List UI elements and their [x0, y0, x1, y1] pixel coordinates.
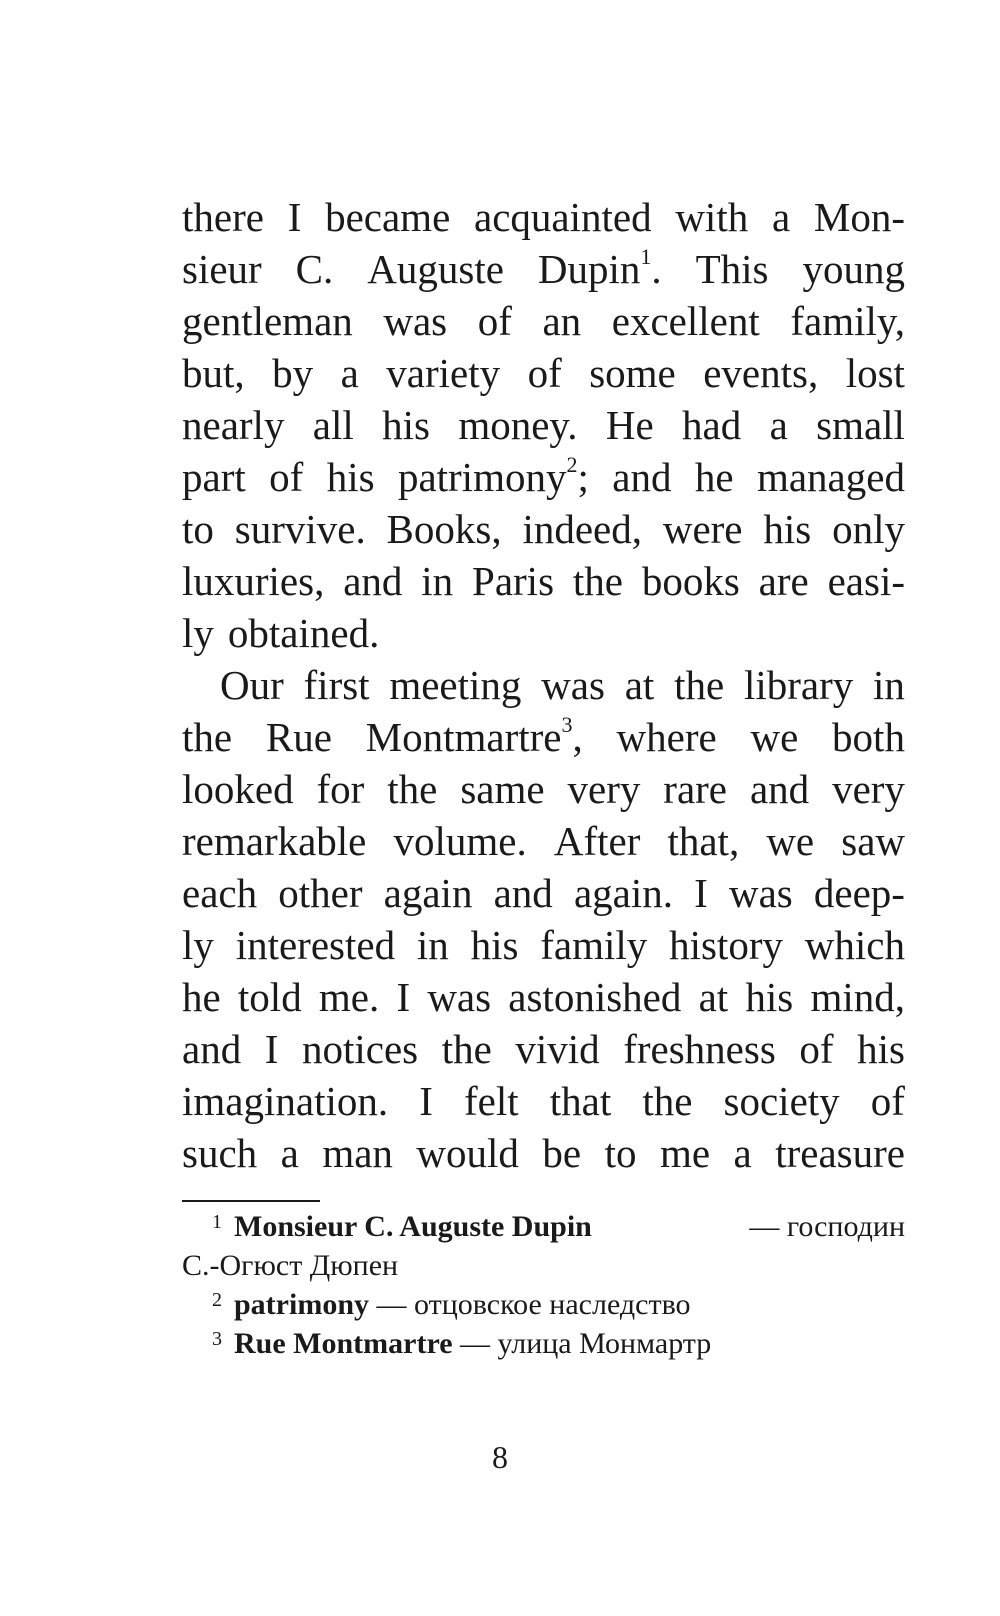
word: his [326, 454, 375, 500]
word: to [604, 1130, 637, 1176]
text-line [182, 555, 905, 607]
word: me [659, 1130, 711, 1176]
word: the [441, 1026, 492, 1072]
word: all [312, 402, 354, 448]
text-line [182, 607, 905, 659]
word: where [616, 714, 717, 760]
word: ly [182, 922, 214, 968]
text-line [182, 191, 905, 243]
word: with [675, 194, 749, 240]
word: and [182, 1026, 242, 1072]
word: and [749, 766, 810, 812]
text-line [182, 243, 905, 295]
word: an [542, 298, 582, 344]
word: saw [841, 818, 905, 864]
word: gentleman [182, 298, 353, 344]
word: of [799, 1026, 834, 1072]
text-line [182, 399, 905, 451]
word: survive. [234, 506, 366, 552]
word: family [540, 922, 648, 968]
word: indeed, [522, 506, 642, 552]
word: at [624, 662, 655, 708]
word: in [873, 662, 905, 708]
word: patrimony$^2$; [397, 452, 589, 500]
word: there [182, 194, 264, 240]
word: again. [573, 870, 674, 916]
word: astonished [508, 974, 682, 1020]
word: became [325, 194, 451, 240]
word: in [421, 558, 454, 604]
word: a [280, 1130, 299, 1176]
word: luxuries, [182, 558, 325, 604]
word: was [541, 662, 605, 708]
word: his [470, 922, 519, 968]
word: part [182, 454, 246, 500]
footnote-term: patrimony [234, 1288, 369, 1321]
word: told [237, 974, 302, 1020]
word: and [343, 558, 403, 604]
word: I [694, 870, 708, 916]
word: are [758, 558, 809, 604]
word: young [802, 246, 905, 292]
word: He [605, 402, 654, 448]
word: looked [182, 766, 294, 812]
word: in [416, 922, 449, 968]
text-line [182, 503, 905, 555]
word: After [553, 818, 641, 864]
word: freshness [623, 1026, 776, 1072]
text-line [182, 763, 905, 815]
word: family, [790, 298, 905, 344]
word: me. [318, 974, 380, 1020]
word: remarkable [182, 818, 367, 864]
footnote-number: 1 [212, 1211, 222, 1233]
word: variety [386, 350, 501, 396]
word: by [272, 350, 314, 396]
word: vivid [515, 1026, 600, 1072]
word: obtained. [227, 610, 380, 656]
footnote-2 [182, 1285, 905, 1324]
word: be [542, 1130, 582, 1176]
word: treasure [775, 1130, 905, 1176]
word: events, [703, 350, 819, 396]
word: a [771, 194, 791, 240]
word: volume. [393, 818, 527, 864]
word: felt [463, 1078, 519, 1124]
word: money. [458, 402, 578, 448]
word: managed [756, 454, 905, 500]
word: to [182, 506, 214, 552]
word: imagination. [182, 1078, 389, 1124]
word: Paris [472, 558, 555, 604]
word: that [549, 1078, 612, 1124]
word: his [857, 1026, 905, 1072]
text-line [182, 295, 905, 347]
footnote-term: Rue Montmartre [234, 1327, 453, 1360]
word: same [460, 766, 545, 812]
text-line [182, 919, 905, 971]
word: the [674, 662, 725, 708]
word: excellent [611, 298, 760, 344]
footnotes [182, 1207, 905, 1363]
footnote-divider [182, 1200, 320, 1202]
footnote-number: 3 [212, 1328, 222, 1350]
word: the [182, 714, 233, 760]
word: was [728, 870, 793, 916]
word: interested [235, 922, 396, 968]
word: very [567, 766, 641, 812]
word: he [182, 974, 221, 1020]
word: we [766, 818, 815, 864]
word: a [769, 402, 788, 448]
word: easi- [827, 558, 905, 604]
word: acquainted [474, 194, 652, 240]
footnote-translation: — господин [749, 1210, 905, 1243]
word: for [316, 766, 365, 812]
word: first [303, 662, 370, 708]
word: of [870, 1078, 905, 1124]
word: Dupin$^1$. [537, 244, 662, 292]
word: was [427, 974, 492, 1020]
page-number: 8 [492, 1439, 508, 1475]
footnote-ref: 3 [561, 712, 573, 738]
word: I [287, 194, 302, 240]
word: some [589, 350, 676, 396]
word: lost [845, 350, 905, 396]
word: at [698, 974, 729, 1020]
word: Rue [265, 714, 332, 760]
word: and [493, 870, 553, 916]
word: I [396, 974, 411, 1020]
word: were [662, 506, 743, 552]
word: meeting [389, 662, 522, 708]
word: the [387, 766, 438, 812]
word: of [269, 454, 304, 500]
text-line [182, 711, 905, 763]
word: his [763, 506, 812, 552]
word: deep- [813, 870, 905, 916]
word: I [264, 1026, 279, 1072]
word: but, [182, 350, 245, 396]
word: again [383, 870, 473, 916]
text-line [182, 867, 905, 919]
word: both [832, 714, 905, 760]
footnote-1 [182, 1207, 905, 1246]
word: other [278, 870, 363, 916]
word: library [743, 662, 854, 708]
word: Auguste [367, 246, 504, 292]
word: ly [182, 610, 214, 656]
word: rare [663, 766, 727, 812]
word: had [682, 402, 742, 448]
word: notices [301, 1026, 419, 1072]
footnote-number: 2 [212, 1289, 222, 1311]
word: a [340, 350, 359, 396]
footnote-translation: — отцовское наследство [376, 1288, 691, 1321]
word: nearly [182, 402, 285, 448]
word: history [669, 922, 783, 968]
word: I [419, 1078, 433, 1124]
word: C. [295, 246, 334, 292]
word: small [816, 402, 905, 448]
word: would [416, 1130, 519, 1176]
word: each [182, 870, 258, 916]
word: which [804, 922, 905, 968]
word: his [382, 402, 430, 448]
word: Mon- [813, 194, 905, 240]
word: Montmartre$^3$, [365, 712, 583, 760]
text-line [182, 659, 905, 711]
footnote-ref: 1 [640, 244, 652, 270]
footnote-ref: 2 [566, 452, 578, 478]
word: his [745, 974, 794, 1020]
word: Our [220, 662, 284, 708]
word: such [182, 1130, 258, 1176]
word: man [322, 1130, 393, 1176]
text-line [182, 815, 905, 867]
text-line [182, 347, 905, 399]
word: he [694, 454, 734, 500]
footnote-1-continuation: С.-Огюст Дюпен [182, 1249, 399, 1282]
word: that, [667, 818, 740, 864]
footnote-term: Monsieur C. Auguste Dupin [234, 1210, 592, 1243]
word: This [695, 246, 769, 292]
word: and [612, 454, 672, 500]
word: the [642, 1078, 693, 1124]
body-text [182, 191, 905, 1179]
footnote-3 [182, 1324, 905, 1363]
text-line [182, 1075, 905, 1127]
word: society [723, 1078, 840, 1124]
text-line [182, 971, 905, 1023]
word: mind, [810, 974, 905, 1020]
word: the [572, 558, 623, 604]
footnote-translation: — улица Монмартр [460, 1327, 712, 1360]
word: books [641, 558, 740, 604]
text-line [182, 1127, 905, 1179]
text-line [182, 451, 905, 503]
word: sieur [182, 246, 262, 292]
word: only [832, 506, 905, 552]
word: a [733, 1130, 752, 1176]
word: very [832, 766, 905, 812]
word: we [750, 714, 799, 760]
word: of [477, 298, 512, 344]
text-line [182, 1023, 905, 1075]
word: of [527, 350, 562, 396]
word: Books, [386, 506, 502, 552]
word: was [383, 298, 448, 344]
